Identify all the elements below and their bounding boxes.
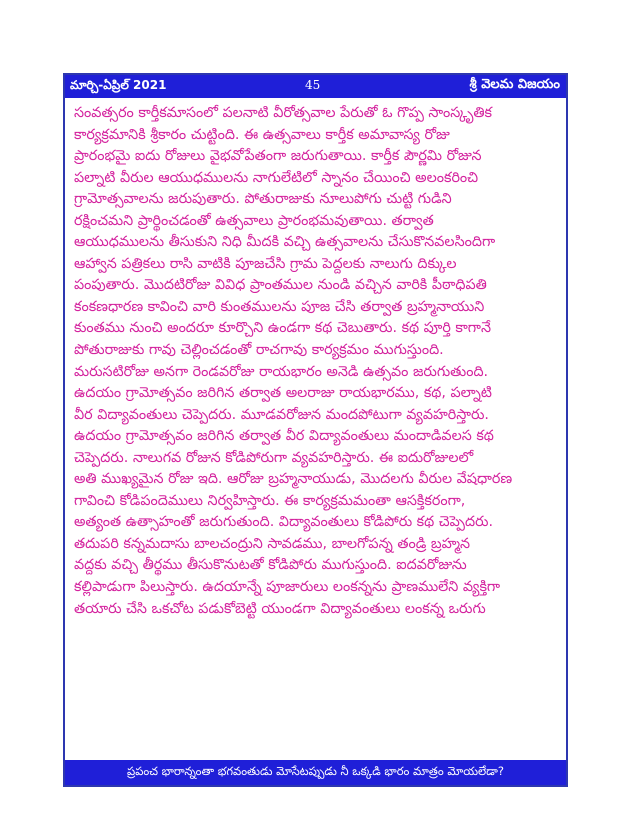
article-line: పంపుతారు. మొదటిరోజు వివిధ ప్రాంతముల నుండి వచ్చిన వారికి పీఠాధిపతి bbox=[74, 277, 487, 294]
article-body bbox=[65, 100, 566, 757]
page-number: 45 bbox=[305, 78, 321, 92]
article-line: మరుసటిరోజు అనగా రెండవరోజు రాయభారం అనెడి ఉత్సవం జరుగుతుంది. bbox=[74, 363, 489, 380]
article-line: ఆహ్వాన పత్రికలు రాసి వాటికి పూజచేసి గ్రామ పెద్దలకు నాలుగు దిక్కుల bbox=[74, 255, 457, 272]
article-line: కంకణధారణ కావించి వారి కుంతములను పూజ చేసి తర్వాత బ్రహ్మనాయుని bbox=[74, 298, 485, 315]
article-line: గ్రామోత్సవాలను జరుపుతారు. పోతురాజుకు నూలుపోగు చుట్టి గుడిని bbox=[74, 191, 452, 208]
article-line: వీర విద్యావంతులు చెప్పెదరు. మూడవరోజున మందపోటుగా వ్యవహరిస్తారు. bbox=[74, 406, 489, 423]
article-line: ఉదయం గ్రామోత్సవం జరిగిన తర్వాత వీర విద్యావంతులు మందాడివలస కథ bbox=[74, 428, 494, 445]
article-line: గావించి కోడిపందెములు నిర్వహిస్తారు. ఈ కార్యక్రమమంతా ఆసక్తికరంగా, bbox=[74, 492, 466, 509]
article-line: ఆయుధములను తీసుకుని నిధి మీదకి వచ్చి ఉత్సవాలను చేసుకొనవలసిందిగా bbox=[74, 234, 496, 251]
article-line: సంవత్సరం కార్తీకమాసంలో పలనాటి వీరోత్సవాల పేరుతో ఓ గొప్ప సాంస్కృతిక bbox=[74, 105, 492, 121]
page-header bbox=[65, 75, 566, 98]
article-line: తదుపరి కన్నమదాసు బాలచంద్రుని సావడము, బాలగోపన్న తండ్రి బ్రహ్మన bbox=[74, 535, 471, 552]
article-line: ప్రారంభమై ఐదు రోజులు వైభవోపేతంగా జరుగుతాయి. కార్తీక పౌర్ణమి రోజున bbox=[74, 148, 482, 165]
article-line: పోతురాజుకు గావు చెల్లించడంతో రాచగావు కార్యక్రమం ముగుస్తుంది. bbox=[74, 342, 444, 359]
article-line: కుంతము నుంచి అందరూ కూర్చొని ఉండగా కథ చెబుతారు. కథ పూర్తి కాగానే bbox=[74, 320, 492, 337]
article-line: రక్షించమని ప్రార్థించడంతో ఉత్సవాలు ప్రారంభమవుతాయి. తర్వాత bbox=[74, 212, 434, 229]
issue-date: మార్చి-ఏప్రిల్ 2021 bbox=[70, 78, 167, 92]
page-frame bbox=[63, 73, 568, 787]
article-line: అతి ముఖ్యమైన రోజు ఇది. ఆరోజు బ్రహ్మనాయుడు, మొదలగు వీరుల వేషధారణ bbox=[74, 471, 513, 488]
article-line: తయారు చేసి ఒకచోట పడుకోబెట్టి యుండగా విద్యావంతులు లంకన్న ఒరుగు bbox=[74, 600, 486, 617]
article-line: వద్దకు వచ్చి తీర్థము తీసుకొనుటతో కోడిపోరు ముగుస్తుంది. ఐదవరోజును bbox=[74, 557, 467, 574]
page-footer bbox=[65, 760, 566, 785]
article-line: కార్యక్రమానికి శ్రీకారం చుట్టింది. ఈ ఉత్సవాలు కార్తీక అమావాస్య రోజు bbox=[74, 126, 450, 143]
article-line: కల్లిపాడుగా పిలుస్తారు. ఉదయాన్నే పూజారులు లంకన్నను ప్రాణములేని వ్యక్తిగా bbox=[74, 579, 501, 596]
article-line: అత్యంత ఉత్సాహంతో జరుగుతుంది. విద్యావంతులు కోడిపోరు కథ చెప్పెదరు. bbox=[74, 514, 494, 531]
article-line: పల్నాటి వీరుల ఆయుధములను నాగులేటిలో స్నానం చేయించి అలంకరించి bbox=[74, 169, 479, 186]
article-line: ఉదయం గ్రామోత్సవం జరిగిన తర్వాత అలరాజు రాయభారము, కథ, పల్నాటి bbox=[74, 385, 492, 402]
magazine-title: శ్రీ వెలమ విజయం bbox=[469, 77, 560, 92]
footer-quote: ప్రపంచ భారాన్నంతా భగవంతుడు మోసేటప్పుడు నీ ఒక్కడి భారం మాత్రం మోయలేడా? bbox=[127, 764, 504, 778]
article-line: చెప్పెదరు. నాలుగవ రోజున కోడిపోరుగా వ్యవహరిస్తారు. ఈ ఐదురోజులలో bbox=[74, 449, 474, 466]
